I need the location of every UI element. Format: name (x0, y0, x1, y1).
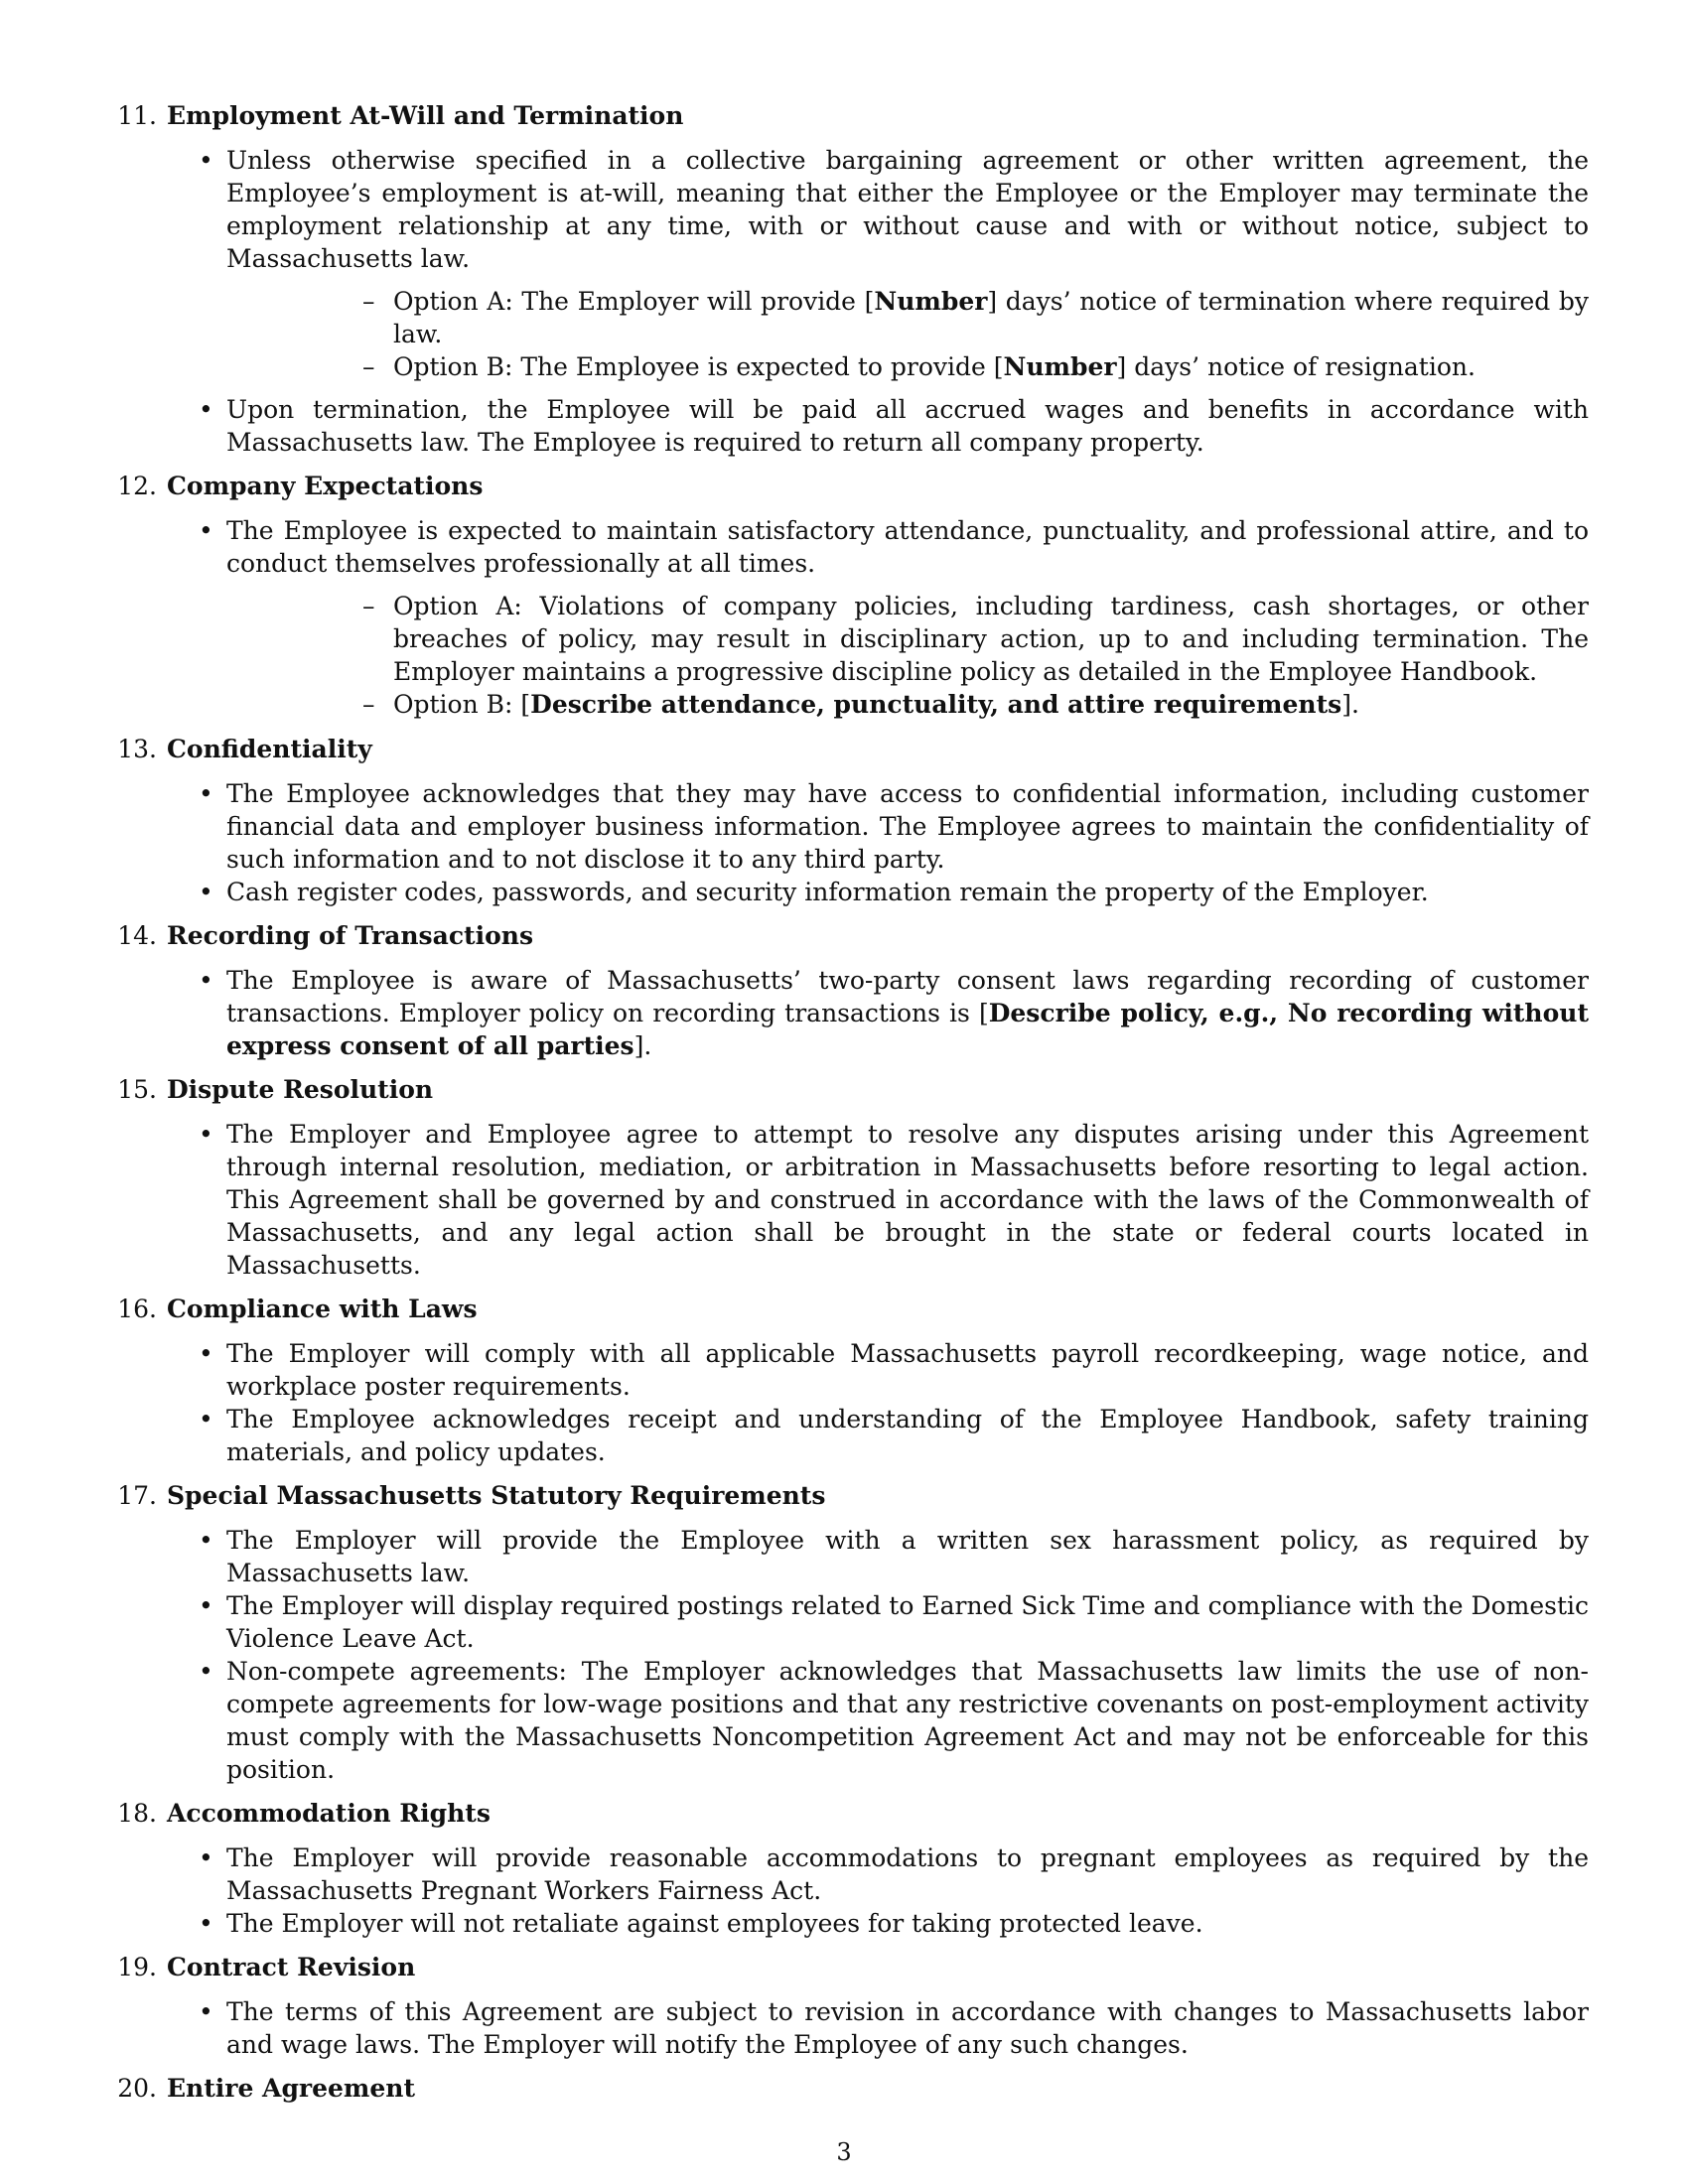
text-run: The Employee is aware of Massachusetts’ two-party consent laws regarding recording of customer transactions. Employer policy on recording transactions is [ (226, 966, 1589, 1027)
section-title: Employment At-Will and Termination (167, 101, 684, 130)
bullet-text (226, 516, 1589, 578)
section-19 (111, 1949, 1589, 2061)
bullet-text (226, 1339, 1589, 1401)
bullet-list (111, 1524, 1589, 1786)
bullet-item (111, 1118, 1589, 1282)
section-heading (111, 917, 1589, 954)
bullet-text (226, 878, 1429, 906)
text-run: The Employer will comply with all applicable Massachusetts payroll recordkeeping, wage notice, and workplace poster requirements. (226, 1339, 1589, 1401)
bullet-text (226, 1657, 1589, 1784)
dash-icon: – (362, 690, 375, 719)
bullet-item (111, 1907, 1589, 1940)
bullet-list (111, 1842, 1589, 1940)
section-17 (111, 1477, 1589, 1786)
bullet-text (226, 395, 1589, 457)
bullet-list (111, 964, 1589, 1062)
section-number: 18. (117, 1799, 157, 1828)
bullet-item (111, 1403, 1589, 1468)
bullet-icon: • (199, 395, 213, 424)
section-heading (111, 468, 1589, 504)
section-title: Dispute Resolution (167, 1075, 434, 1104)
text-run: The Employer will display required postings related to Earned Sick Time and compliance with the Domestic Violence Leave Act. (226, 1591, 1589, 1653)
bullet-list (111, 1337, 1589, 1468)
section-title: Special Massachusetts Statutory Requirements (167, 1481, 826, 1510)
option-item (226, 285, 1589, 350)
section-title: Accommodation Rights (167, 1799, 491, 1828)
text-run: The Employee acknowledges that they may have access to confidential information, including customer financial data and employer business information. The Employee agrees to maintain the confidentiality of such information and to not disclose it to any third party. (226, 779, 1589, 874)
bullet-item (111, 144, 1589, 383)
text-run: Upon termination, the Employee will be paid all accrued wages and benefits in accordance with Massachusetts law. The Employee is required to return all company property. (226, 395, 1589, 457)
bullet-icon: • (199, 1909, 213, 1938)
placeholder-text: Number (874, 287, 988, 316)
section-heading (111, 1071, 1589, 1108)
bullet-icon: • (199, 1339, 213, 1368)
section-number: 20. (117, 2074, 157, 2103)
dash-icon: – (362, 287, 375, 316)
text-run: ] days’ notice of resignation. (1116, 352, 1476, 381)
section-heading (111, 2070, 1589, 2107)
section-title: Contract Revision (167, 1953, 416, 1981)
document-body (111, 97, 1589, 2116)
bullet-item (111, 964, 1589, 1062)
placeholder-text: Describe attendance, punctuality, and attire requirements (530, 690, 1342, 719)
option-item (226, 350, 1589, 383)
text-run: The Employer and Employee agree to attempt to resolve any disputes arising under this Agreement through internal resolution, mediation, or arbitration in Massachusetts before resorting to legal action. This Agreement shall be governed by and construed in accordance with the laws of the Commonwealth of Massachusetts, and any legal action shall be brought in the state or federal courts located in Massachusetts. (226, 1120, 1589, 1280)
bullet-list (111, 144, 1589, 459)
text-run: Option B: [ (393, 690, 531, 719)
bullet-text (226, 1120, 1589, 1280)
bullet-icon: • (199, 1526, 213, 1555)
section-title: Compliance with Laws (167, 1295, 478, 1323)
bullet-icon: • (199, 1997, 213, 2026)
section-15 (111, 1071, 1589, 1282)
text-run: The terms of this Agreement are subject to revision in accordance with changes to Massachusetts labor and wage laws. The Employer will notify the Employee of any such changes. (226, 1997, 1589, 2059)
bullet-item (111, 777, 1589, 876)
section-title: Company Expectations (167, 472, 484, 500)
section-heading (111, 1291, 1589, 1327)
section-heading (111, 97, 1589, 134)
text-run: Option A: Violations of company policies, including tardiness, cash shortages, or other breaches of policy, may result in disciplinary action, up to and including termination. The Employer maintains a progressive discipline policy as detailed in the Employee Handbook. (393, 592, 1589, 686)
bullet-list (111, 1995, 1589, 2061)
option-item (226, 590, 1589, 688)
bullet-icon: • (199, 966, 213, 995)
bullet-icon: • (199, 1405, 213, 1433)
bullet-text (226, 1591, 1589, 1653)
option-text (393, 592, 1589, 686)
section-number: 17. (117, 1481, 157, 1510)
bullet-item (111, 1995, 1589, 2061)
bullet-text (226, 1997, 1589, 2059)
option-list (226, 590, 1589, 721)
section-title: Entire Agreement (167, 2074, 415, 2103)
bullet-list (111, 514, 1589, 721)
bullet-text (226, 1526, 1589, 1587)
text-run: The Employee is expected to maintain satisfactory attendance, punctuality, and professional attire, and to conduct themselves professionally at all times. (226, 516, 1589, 578)
placeholder-text: Describe policy, e.g., No recording without express consent of all parties (226, 999, 1590, 1060)
section-title: Confidentiality (167, 735, 372, 763)
bullet-icon: • (199, 1120, 213, 1149)
bullet-text (226, 146, 1589, 273)
text-run: Non-compete agreements: The Employer acknowledges that Massachusetts law limits the use of non-compete agreements for low-wage positions and that any restrictive covenants on post-employment activity must comply with the Massachusetts Noncompetition Agreement Act and may not be enforceable for this position. (226, 1657, 1589, 1784)
section-number: 12. (117, 472, 157, 500)
bullet-item (111, 393, 1589, 459)
bullet-list (111, 1118, 1589, 1282)
section-16 (111, 1291, 1589, 1468)
section-12 (111, 468, 1589, 721)
bullet-icon: • (199, 1843, 213, 1872)
option-list (226, 285, 1589, 383)
bullet-item (111, 1589, 1589, 1655)
section-20 (111, 2070, 1589, 2107)
bullet-item (111, 1842, 1589, 1907)
text-run: The Employee acknowledges receipt and understanding of the Employee Handbook, safety training materials, and policy updates. (226, 1405, 1589, 1466)
text-run: Cash register codes, passwords, and security information remain the property of the Employer. (226, 878, 1429, 906)
text-run: ] days’ notice of termination where required by law. (393, 287, 1589, 348)
text-run: ]. (633, 1031, 652, 1060)
page-number: 3 (836, 2138, 852, 2166)
section-number: 19. (117, 1953, 157, 1981)
text-run: The Employer will provide the Employee with a written sex harassment policy, as required by Massachusetts law. (226, 1526, 1589, 1587)
text-run: The Employer will provide reasonable accommodations to pregnant employees as required by the Massachusetts Pregnant Workers Fairness Act. (226, 1843, 1589, 1905)
dash-icon: – (362, 592, 375, 620)
section-number: 11. (117, 101, 157, 130)
section-heading (111, 731, 1589, 767)
option-text (393, 287, 1589, 348)
bullet-item (111, 514, 1589, 721)
section-number: 16. (117, 1295, 157, 1323)
bullet-text (226, 1405, 1589, 1466)
text-run: Option A: The Employer will provide [ (393, 287, 875, 316)
bullet-item (111, 1337, 1589, 1403)
bullet-item (111, 876, 1589, 908)
bullet-icon: • (199, 146, 213, 175)
option-text (393, 690, 1359, 719)
section-number: 15. (117, 1075, 157, 1104)
text-run: The Employer will not retaliate against employees for taking protected leave. (226, 1909, 1203, 1938)
bullet-icon: • (199, 1657, 213, 1686)
bullet-icon: • (199, 1591, 213, 1620)
section-13 (111, 731, 1589, 908)
bullet-text (226, 1909, 1203, 1938)
bullet-list (111, 777, 1589, 908)
section-number: 13. (117, 735, 157, 763)
bullet-text (226, 1843, 1589, 1905)
bullet-item (111, 1655, 1589, 1786)
section-title: Recording of Transactions (167, 921, 534, 950)
bullet-icon: • (199, 878, 213, 906)
placeholder-text: Number (1003, 352, 1117, 381)
section-14 (111, 917, 1589, 1062)
bullet-item (111, 1524, 1589, 1589)
option-text (393, 352, 1476, 381)
section-number: 14. (117, 921, 157, 950)
dash-icon: – (362, 352, 375, 381)
section-heading (111, 1949, 1589, 1985)
section-heading (111, 1477, 1589, 1514)
text-run: Unless otherwise specified in a collective bargaining agreement or other written agreement, the Employee’s employment is at-will, meaning that either the Employee or the Employer may terminate the employment relationship at any time, with or without cause and with or without notice, subject to Massachusetts law. (226, 146, 1589, 273)
text-run: Option B: The Employee is expected to provide [ (393, 352, 1004, 381)
bullet-text (226, 779, 1589, 874)
bullet-text (226, 966, 1589, 1060)
bullet-icon: • (199, 516, 213, 545)
bullet-icon: • (199, 779, 213, 808)
option-item (226, 688, 1589, 721)
section-18 (111, 1795, 1589, 1940)
section-11 (111, 97, 1589, 459)
text-run: ]. (1341, 690, 1359, 719)
section-heading (111, 1795, 1589, 1832)
